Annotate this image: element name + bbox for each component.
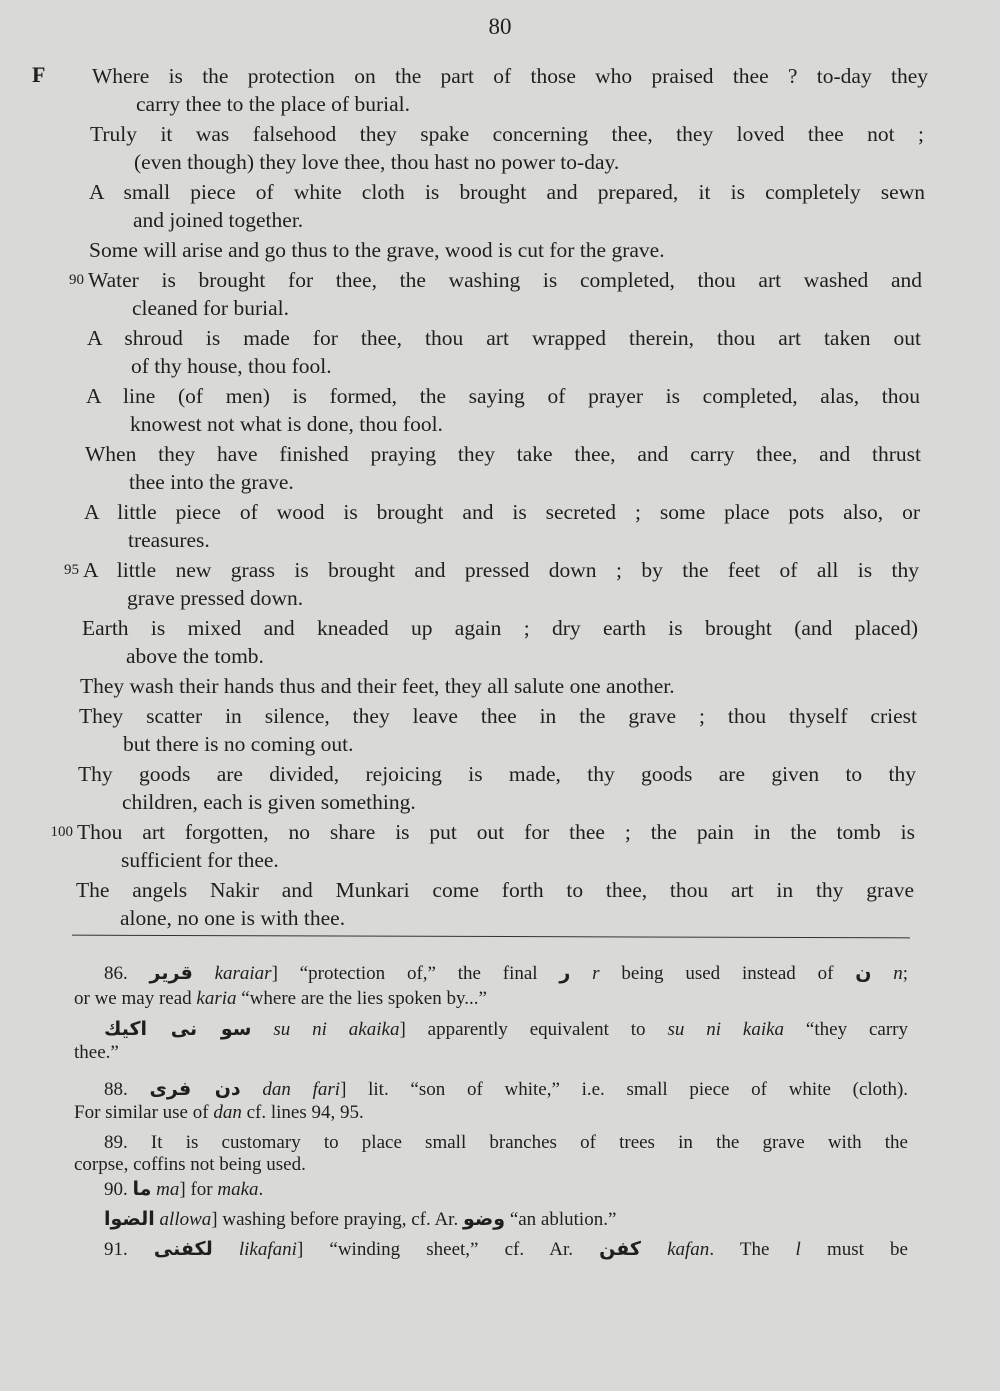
verse-text: A line (of men) is formed, the saying of prayer is completed, alas, thou: [86, 384, 920, 408]
note-86-line-1: [74, 962, 908, 985]
note-86-line-2: [74, 988, 487, 1010]
verse-continuation: cleaned for burial.: [132, 296, 289, 320]
arabic-term: سو نى اكيك: [104, 1018, 252, 1040]
verse-line: [89, 178, 925, 234]
arabic-letter: ر: [559, 962, 571, 984]
arabic-term: الضوا: [104, 1208, 155, 1230]
note-86b-line-2: [74, 1042, 119, 1064]
verse-continuation: treasures.: [128, 528, 210, 552]
gloss-text: For similar use of: [74, 1102, 209, 1123]
verse-text: Truly it was falsehood they spake concerning thee, they loved thee not ;: [90, 122, 924, 146]
note-number: 86.: [104, 963, 128, 984]
gloss-text: ;: [902, 963, 908, 984]
note-90b-line-1: [104, 1208, 616, 1231]
verse-text: Thou art forgotten, no share is put out for thee ; the pain in the tomb is: [77, 820, 915, 844]
note-number: 90.: [104, 1179, 128, 1200]
verse-text: They scatter in silence, they leave thee in the grave ; thou thyself criest: [79, 704, 917, 728]
transliteration: karia: [196, 988, 237, 1009]
verse-text: Water is brought for thee, the washing is completed, thou art washed and: [88, 268, 922, 292]
verse-line: [89, 236, 1000, 264]
verse-line: [80, 672, 1000, 700]
verse-line: [69, 266, 922, 322]
verse-text: They wash their hands thus and their feet, they all salute one another.: [80, 674, 675, 698]
verse-line: [86, 382, 920, 438]
verse-number: 90: [69, 272, 84, 288]
verse-text: A small piece of white cloth is brought and prepared, it is completely sewn: [89, 180, 925, 204]
transliteration: su ni kaika: [667, 1019, 785, 1040]
verse-continuation: (even though) they love thee, thou hast no power to-day.: [134, 150, 620, 174]
verse-line: [50, 818, 915, 874]
verse-text: Where is the protection on the part of those who praised thee ? to-day they: [92, 64, 928, 88]
verse-text: When they have finished praying they take thee, and carry thee, and thrust: [85, 442, 921, 466]
verse-line: [82, 614, 918, 670]
verse-text: Thy goods are divided, rejoicing is made, thy goods are given to thy: [78, 762, 916, 786]
verse-text: The angels Nakir and Munkari come forth to thee, thou art in thy grave: [76, 878, 914, 902]
verse-continuation: grave pressed down.: [127, 586, 304, 610]
arabic-term: دن فرى: [149, 1078, 241, 1100]
verse-line: [92, 62, 928, 118]
transliteration: likafani: [238, 1239, 297, 1260]
gloss-text: must be: [826, 1239, 908, 1260]
verse-line: [64, 556, 919, 612]
verse-line: [84, 498, 920, 554]
verse-text: Earth is mixed and kneaded up again ; dry earth is brought (and placed): [82, 616, 918, 640]
gloss-text: thee.”: [74, 1042, 119, 1063]
transliteration: n: [893, 963, 903, 984]
verse-line: [90, 120, 924, 176]
note-89-line-2: [74, 1154, 306, 1176]
verse-text: A little piece of wood is brought and is secreted ; some place pots also, or: [84, 500, 920, 524]
arabic-term: ما: [132, 1178, 152, 1200]
gloss-text: ] apparently equivalent to: [399, 1019, 646, 1040]
note-91-line-1: [104, 1238, 908, 1261]
gloss-text: or we may read: [74, 988, 192, 1009]
gloss-text: corpse, coffins not being used.: [74, 1154, 306, 1175]
verse-line: [76, 876, 914, 932]
transliteration: r: [592, 963, 600, 984]
gloss-text: “where are the lies spoken by...”: [241, 988, 487, 1009]
verse-continuation: but there is no coming out.: [123, 732, 354, 756]
note-number: 91.: [104, 1239, 128, 1260]
gloss-text: “they carry: [805, 1019, 908, 1040]
arabic-term: لكفنى: [153, 1238, 213, 1260]
gloss-text: ] “winding sheet,” cf. Ar.: [296, 1239, 573, 1260]
gloss-text: .: [258, 1179, 264, 1200]
transliteration: dan: [213, 1102, 242, 1123]
gloss-text: “an ablution.”: [509, 1209, 617, 1230]
verse-continuation: carry thee to the place of burial.: [136, 92, 410, 116]
verse-line: [79, 702, 917, 758]
verse-continuation: above the tomb.: [126, 644, 264, 668]
gloss-text: ] washing before praying, cf. Ar.: [211, 1209, 459, 1230]
verse-text: Some will arise and go thus to the grave, wood is cut for the grave.: [89, 238, 665, 262]
gloss-text: ] lit. “son of white,” i.e. small piece of white (cloth).: [340, 1079, 909, 1100]
arabic-term: وضو: [462, 1208, 506, 1230]
verse-continuation: alone, no one is with thee.: [120, 906, 346, 930]
note-88-line-2: [74, 1102, 364, 1124]
verse-line: [85, 440, 921, 496]
note-number: 88.: [104, 1079, 128, 1100]
verse-continuation: knowest not what is done, thou fool.: [130, 412, 443, 436]
gloss-text: ] for: [179, 1179, 213, 1200]
note-89-line-1: [74, 1132, 908, 1154]
note-number: 89.: [104, 1132, 128, 1153]
transliteration: ma: [156, 1179, 180, 1200]
transliteration: dan fari: [262, 1079, 341, 1100]
arabic-term: كفن: [599, 1238, 641, 1260]
verse-continuation: of thy house, thou fool.: [131, 354, 332, 378]
verse-text: A shroud is made for thee, thou art wrapped therein, thou art taken out: [87, 326, 921, 350]
transliteration: kafan: [667, 1239, 710, 1260]
verse-continuation: children, each is given something.: [122, 790, 416, 814]
footnote-divider: [72, 935, 910, 939]
page-number: 80: [488, 14, 512, 39]
verse-number: 95: [64, 562, 79, 578]
gloss-text: being used instead of: [621, 963, 834, 984]
transliteration: allowa: [159, 1209, 212, 1230]
verse-list: [0, 62, 1000, 934]
verse-continuation: sufficient for thee.: [121, 848, 279, 872]
verse-continuation: and joined together.: [133, 208, 304, 232]
transliteration: karaiar: [214, 963, 272, 984]
verse-text: A little new grass is brought and pressed down ; by the feet of all is thy: [83, 558, 919, 582]
verse-continuation: thee into the grave.: [129, 470, 294, 494]
arabic-letter: ن: [855, 962, 872, 984]
verse-line: [87, 324, 921, 380]
transliteration: l: [795, 1239, 801, 1260]
transliteration: su ni akaika: [273, 1019, 400, 1040]
verse-number: 100: [50, 824, 73, 840]
transliteration: maka: [217, 1179, 259, 1200]
gloss-text: . The: [709, 1239, 770, 1260]
verse-line: [78, 760, 916, 816]
note-90-line-1: [104, 1178, 263, 1201]
gloss-text: It is customary to place small branches of trees in the grave with the: [150, 1132, 908, 1153]
arabic-term: قرير: [149, 962, 193, 984]
gloss-text: ] “protection of,” the final: [271, 963, 538, 984]
section-mark: F: [32, 62, 46, 87]
gloss-text: cf. lines 94, 95.: [246, 1102, 364, 1123]
note-86b-line-1: [74, 1018, 908, 1041]
note-88-line-1: [74, 1078, 908, 1101]
